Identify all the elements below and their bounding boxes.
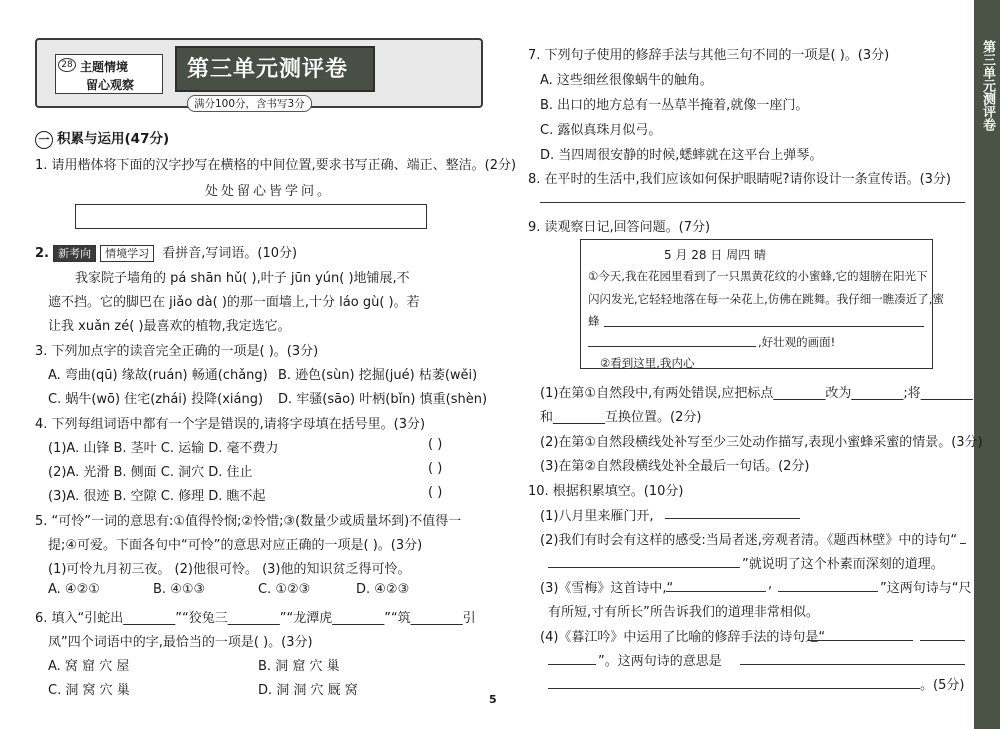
q2-number: 2.: [35, 246, 49, 261]
q10-sub4a: (4)《暮江吟》中运用了比喻的修辞手法的诗句是“: [540, 630, 826, 645]
diary-line2: 闪闪发光,它轻轻地落在每一朵花上,仿佛在跳舞。我仔细一瞧凑近了,蜜: [588, 292, 944, 306]
q3-prompt: 3. 下列加点字的读音完全正确的一项是( )。(3分): [35, 344, 319, 359]
score-note: 满分100分，含书写3分: [187, 95, 312, 112]
q8-answer-line[interactable]: [540, 202, 965, 203]
q9-sub3: (3)在第②自然段横线处补全最后一句话。(2分): [540, 459, 810, 474]
new-trend-tag: 新考向: [53, 245, 96, 262]
section-number: 一: [35, 131, 53, 149]
q10-sub3b: ”这两句诗与“尺: [880, 581, 972, 596]
q4-answer3[interactable]: ( ): [428, 485, 443, 500]
q5-option-b[interactable]: B. ④①③: [153, 582, 206, 597]
q6-line2: 凤”四个词语中的字,最恰当的一项是( )。(3分): [48, 635, 313, 650]
q10-blank4d[interactable]: [740, 664, 965, 665]
q7-option-d[interactable]: D. 当四周很安静的时候,蟋蟀就在这平台上弹琴。: [540, 148, 823, 163]
q2-line1: 我家院子墙角的 pá shān hǔ( ),叶子 jūn yún( )地铺展,不: [75, 271, 410, 286]
q2-line3: 让我 xuǎn zé( )最喜欢的植物,我定选它。: [48, 319, 291, 334]
badge-number: 28: [58, 58, 76, 72]
q6-option-c[interactable]: C. 洞 窝 穴 巢: [48, 683, 130, 698]
badge-label: 主题情境: [80, 60, 129, 74]
q4-prompt: 4. 下列每组词语中都有一个字是错误的,请将字母填在括号里。(3分): [35, 417, 426, 432]
side-tab-label: 第三单元测评卷: [980, 40, 995, 131]
q6-line1: 6. 填入“引蛇出________”“狡兔三________”“龙潭虎________”“筑________引: [35, 611, 476, 626]
q5-option-d[interactable]: D. ④②③: [356, 582, 410, 597]
q5-line2: 提;④可爱。下面各句中“可怜”的意思对应正确的一项是( )。(3分): [48, 538, 423, 553]
q1-sample-text: 处处留心皆学问。: [205, 184, 334, 199]
q5-option-c[interactable]: C. ①②③: [258, 582, 311, 597]
q10-prompt: 10. 根据积累填空。(10分): [528, 484, 684, 499]
diary-blank3[interactable]: [714, 368, 904, 369]
diary-date-header: 5 月 28 日 周四 晴: [664, 248, 766, 262]
q4-row3: (3)A. 很迹 B. 空隙 C. 修理 D. 瞧不起: [48, 489, 266, 504]
q10-sub3mid: ,: [768, 577, 773, 592]
q10-sub1: (1)八月里来雁门开,: [540, 509, 654, 524]
q6-option-a[interactable]: A. 窝 窟 穴 屋: [48, 659, 130, 674]
copy-writing-box[interactable]: [75, 204, 427, 229]
diary-blank1[interactable]: [604, 326, 924, 327]
diary-line1: ①今天,我在花园里看到了一只黑黄花纹的小蜜蜂,它的翅膀在阳光下: [588, 269, 928, 283]
q7-option-b[interactable]: B. 出口的地方总有一丛草半掩着,就像一座门。: [540, 98, 809, 113]
q9-sub1a: (1)在第①自然段中,有两处错误,应把标点________改为________;将________: [540, 386, 973, 401]
q10-blank4b[interactable]: [920, 640, 965, 641]
q7-option-a[interactable]: A. 这些细丝很像蜗牛的触角。: [540, 73, 713, 88]
q10-blank2b[interactable]: [548, 567, 740, 568]
q8-prompt: 8. 在平时的生活中,我们应该如何保护眼睛呢?请你设计一条宣传语。(3分): [528, 172, 951, 187]
diary-line3: 蜂: [588, 314, 600, 328]
q10-sub2a: (2)我们有时会有这样的感受:当局者迷,旁观者清。《题西林壁》中的诗句“: [540, 533, 958, 548]
unit-banner: [35, 38, 483, 108]
q6-option-d[interactable]: D. 洞 洞 穴 厩 窝: [258, 683, 358, 698]
q2-prompt: [35, 242, 297, 262]
q10-blank4a[interactable]: [808, 640, 913, 641]
page-number: 5: [489, 693, 497, 706]
q2-line2: 遮不挡。它的脚巴在 jiǎo dà( )的那一面墙上,十分 láo gù( )。若: [48, 295, 420, 310]
diary-blank2[interactable]: [588, 346, 756, 347]
section-label: 积累与运用(47分): [57, 131, 170, 147]
page-title: 第三单元测评卷: [187, 57, 349, 82]
q4-row1: (1)A. 山锋 B. 茎叶 C. 运输 D. 毫不费力: [48, 441, 279, 456]
q9-sub2: (2)在第①自然段横线处补写至少三处动作描写,表现小蜜蜂采蜜的情景。(3分): [540, 435, 983, 450]
q4-answer2[interactable]: ( ): [428, 461, 443, 476]
q10-blank3a[interactable]: [666, 591, 766, 592]
q10-blank1[interactable]: [665, 518, 800, 519]
q2-text: 看拼音,写词语。(10分): [162, 246, 298, 261]
q4-answer1[interactable]: ( ): [428, 437, 443, 452]
q7-prompt: 7. 下列句子使用的修辞手法与其他三句不同的一项是( )。(3分): [528, 48, 890, 63]
diary-line5: ②看到这里,我内心: [600, 356, 695, 370]
q5-option-a[interactable]: A. ④②①: [48, 582, 100, 597]
theme-badge: [55, 54, 163, 94]
q5-line3: (1)可怜九月初三夜。 (2)他很可怜。 (3)他的知识贫乏得可怜。: [48, 562, 411, 577]
q3-option-c[interactable]: C. 蜗牛(wō) 住宅(zhái) 投降(xiáng): [48, 392, 264, 407]
q6-option-b[interactable]: B. 洞 窟 穴 巢: [258, 659, 340, 674]
q9-sub1b: 和________互换位置。(2分): [540, 410, 702, 425]
q4-row2: (2)A. 光滑 B. 侧面 C. 洞穴 D. 住止: [48, 465, 253, 480]
q3-option-a[interactable]: A. 弯曲(qū) 缘故(ruán) 畅通(chǎng): [48, 368, 268, 383]
q10-blank4e[interactable]: [548, 688, 920, 689]
q10-sub2b: ”就说明了这个朴素而深刻的道理。: [742, 557, 944, 572]
q3-option-d[interactable]: D. 牢骚(sāo) 叶柄(bǐn) 慎重(shèn): [278, 392, 488, 407]
q9-prompt: 9. 读观察日记,回答问题。(7分): [528, 220, 711, 235]
q10-blank4c[interactable]: [548, 664, 596, 665]
diary-line4: ,好壮观的画面!: [758, 335, 836, 349]
q10-sub4b: ”。这两句诗的意思是: [598, 654, 722, 669]
q1-prompt: 1. 请用楷体将下面的汉字抄写在横格的中间位置,要求书写正确、端正、整洁。(2分): [35, 158, 517, 173]
section-heading: [35, 127, 169, 149]
situation-tag: 情境学习: [100, 245, 154, 262]
q10-sub3c: 有所短,寸有所长”所告诉我们的道理非常相似。: [548, 605, 819, 620]
q7-option-c[interactable]: C. 露似真珠月似弓。: [540, 123, 662, 138]
q10-sub3a: (3)《雪梅》这首诗中,“: [540, 581, 674, 596]
badge-sub: 留心观察: [86, 78, 135, 92]
q10-blank2a[interactable]: [960, 543, 966, 544]
q10-sub4end: 。(5分): [920, 678, 965, 693]
q3-option-b[interactable]: B. 逊色(sùn) 挖掘(jué) 枯萎(wěi): [278, 368, 478, 383]
q5-line1: 5. “可怜”一词的意思有:①值得怜悯;②怜惜;③(数量少或质量坏到)不值得一: [35, 514, 462, 529]
q10-blank3b[interactable]: [778, 591, 878, 592]
